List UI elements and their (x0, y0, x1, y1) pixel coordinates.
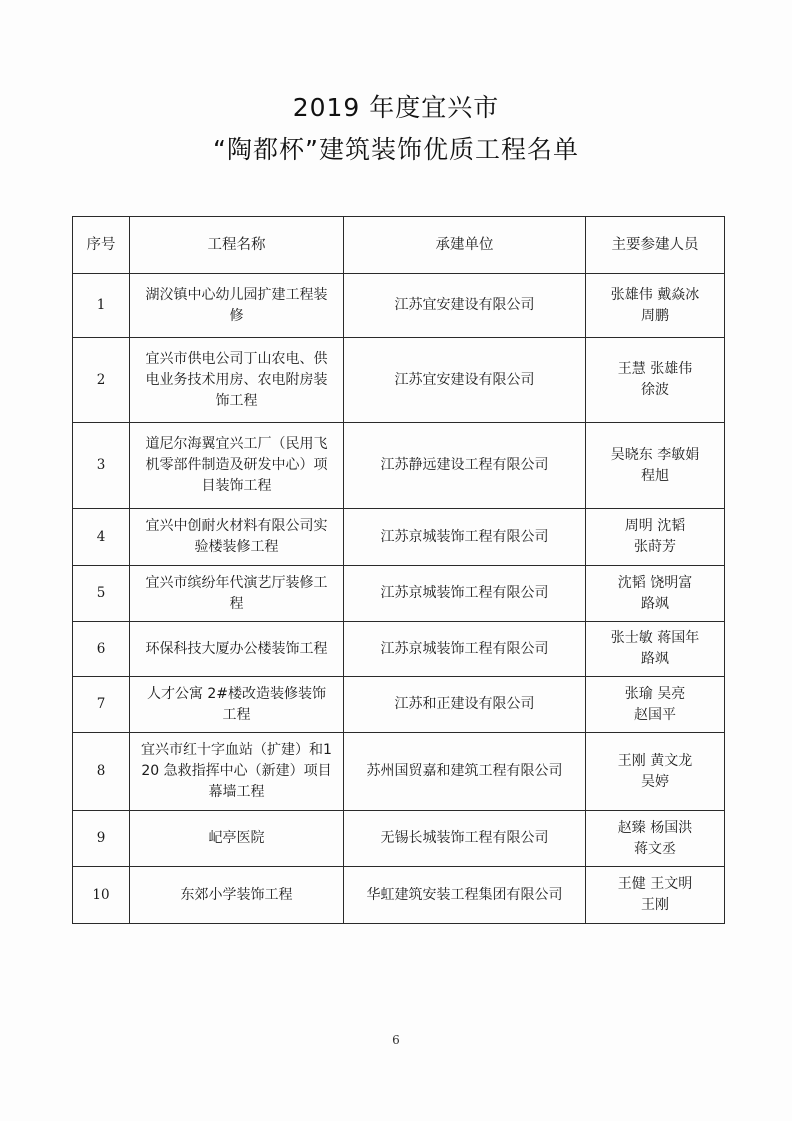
participants (586, 274, 725, 338)
table-row (73, 733, 725, 811)
project-name: 湖㳇镇中心幼儿园扩建工程装修 (130, 274, 344, 338)
contractor-name: 江苏宜安建设有限公司 (344, 274, 586, 338)
participants-line-2: 张莳芳 (634, 539, 676, 555)
row-number: 4 (73, 509, 130, 566)
table-row (73, 509, 725, 566)
contractor-name: 苏州国贸嘉和建筑工程有限公司 (344, 733, 586, 811)
participants-line-2: 赵国平 (634, 706, 676, 723)
project-name: 宜兴市供电公司丁山农电、供电业务技术用房、农电附房装饰工程 (130, 338, 344, 423)
participants-line-2: 徐波 (641, 382, 669, 398)
project-name: 人才公寓 2#楼改造装修装饰工程 (130, 677, 344, 733)
project-name: 东郊小学装饰工程 (130, 867, 344, 924)
row-number: 9 (73, 811, 130, 867)
participants-line-1: 吴晓东 李敏娟 (610, 446, 700, 463)
header-project-name: 工程名称 (130, 217, 344, 274)
participants-line-2: 蒋文丞 (634, 840, 676, 857)
table-row (73, 811, 725, 867)
page-number: 6 (392, 1033, 400, 1047)
row-number: 1 (73, 274, 130, 338)
document-title (0, 90, 792, 168)
header-number: 序号 (73, 217, 130, 274)
title-line-1: 2019 年度宜兴市 (292, 93, 500, 122)
participants-line-2: 路飒 (641, 595, 669, 612)
participants (586, 677, 725, 733)
table-row (73, 622, 725, 677)
award-list-table (72, 216, 725, 924)
participants (586, 811, 725, 867)
project-name: 环保科技大厦办公楼装饰工程 (130, 622, 344, 677)
project-name: 道尼尔海翼宜兴工厂（民用飞机零部件制造及研发中心）项目装饰工程 (130, 423, 344, 509)
participants (586, 566, 725, 622)
participants (586, 338, 725, 423)
participants-line-1: 王健 王文明 (617, 876, 693, 892)
table-header-row (73, 217, 725, 274)
table-row (73, 338, 725, 423)
participants-line-2: 吴婷 (641, 773, 669, 790)
participants-line-1: 王慧 张雄伟 (617, 361, 693, 377)
participants (586, 867, 725, 924)
participants-line-1: 张瑜 吴亮 (624, 685, 686, 702)
contractor-name: 江苏和正建设有限公司 (344, 677, 586, 733)
row-number: 10 (73, 867, 130, 924)
contractor-name: 无锡长城装饰工程有限公司 (344, 811, 586, 867)
table-row (73, 867, 725, 924)
title-line-2: “陶都杯”建筑装饰优质工程名单 (213, 135, 579, 164)
table-row (73, 423, 725, 509)
row-number: 3 (73, 423, 130, 509)
contractor-name: 江苏京城装饰工程有限公司 (344, 509, 586, 566)
row-number: 5 (73, 566, 130, 622)
participants-line-2: 程旭 (641, 467, 669, 484)
participants-line-1: 周明 沈韬 (624, 518, 686, 534)
participants (586, 733, 725, 811)
project-name: 宜兴市红十字血站（扩建）和120 急救指挥中心（新建）项目幕墙工程 (130, 733, 344, 811)
contractor-name: 江苏宜安建设有限公司 (344, 338, 586, 423)
table-row (73, 274, 725, 338)
project-name: 宜兴市缤纷年代演艺厅装修工程 (130, 566, 344, 622)
participants-line-1: 张士敏 蒋国年 (610, 630, 700, 646)
contractor-name: 江苏京城装饰工程有限公司 (344, 622, 586, 677)
participants-line-2: 王刚 (641, 897, 669, 913)
row-number: 2 (73, 338, 130, 423)
project-name: 屺亭医院 (130, 811, 344, 867)
participants-line-1: 王刚 黄文龙 (617, 752, 693, 769)
participants (586, 423, 725, 509)
row-number: 8 (73, 733, 130, 811)
table-row (73, 566, 725, 622)
participants-line-1: 赵臻 杨国洪 (617, 819, 693, 836)
row-number: 6 (73, 622, 130, 677)
row-number: 7 (73, 677, 130, 733)
project-name: 宜兴中创耐火材料有限公司实验楼装修工程 (130, 509, 344, 566)
participants-line-2: 路飒 (641, 651, 669, 667)
participants (586, 622, 725, 677)
contractor-name: 江苏京城装饰工程有限公司 (344, 566, 586, 622)
contractor-name: 江苏静远建设工程有限公司 (344, 423, 586, 509)
contractor-name: 华虹建筑安装工程集团有限公司 (344, 867, 586, 924)
header-participants: 主要参建人员 (586, 217, 725, 274)
participants-line-1: 张雄伟 戴焱冰 (610, 286, 700, 303)
table-row (73, 677, 725, 733)
participants (586, 509, 725, 566)
participants-line-2: 周鹏 (641, 307, 669, 324)
participants-line-1: 沈韬 饶明富 (617, 574, 693, 591)
header-contractor: 承建单位 (344, 217, 586, 274)
